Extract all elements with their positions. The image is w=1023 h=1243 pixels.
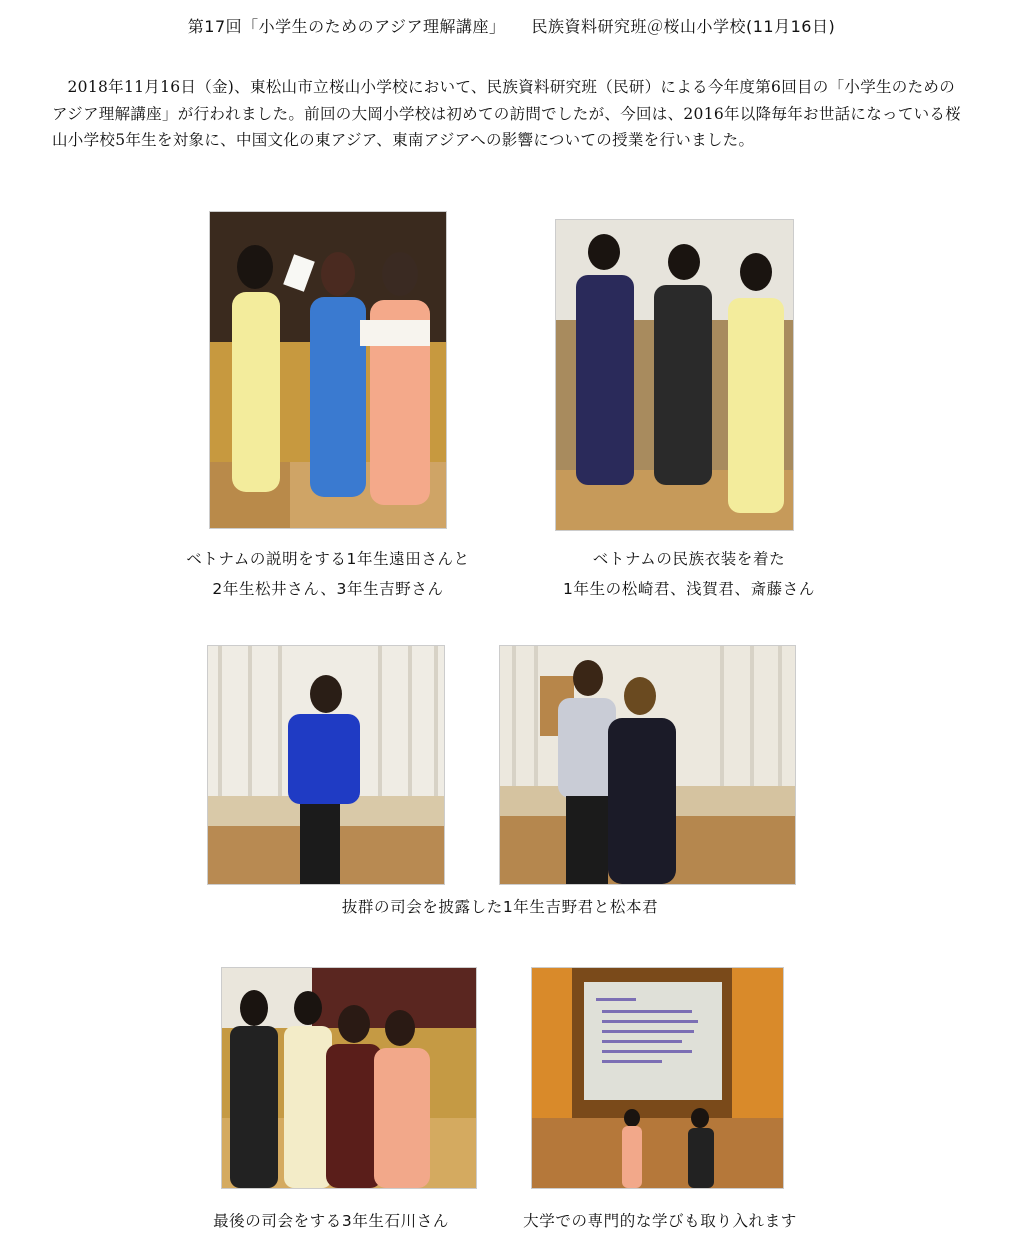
caption-photo-2-line-1: ベトナムの民族衣装を着た bbox=[592, 550, 786, 568]
caption-row-2-text: 抜群の司会を披露した1年生吉野君と松本君 bbox=[341, 898, 659, 916]
caption-photo-1-line-2: 2年生松井さん、3年生吉野さん bbox=[212, 580, 444, 598]
photo-host-blue-jacket bbox=[208, 646, 444, 884]
caption-photo-5 bbox=[186, 1206, 476, 1236]
caption-photo-1 bbox=[150, 544, 506, 604]
caption-photo-2-line-2: 1年生の松崎君、浅賀君、斎藤さん bbox=[563, 580, 815, 598]
caption-photo-6 bbox=[496, 1206, 824, 1236]
photo-two-hosts-image bbox=[500, 646, 795, 884]
intro-paragraph: 2018年11月16日（金)、東松山市立桜山小学校において、民族資料研究班（民研）による今年度第6回目の「小学生のためのアジア理解講座」が行われました。前回の大岡小学校は初めての訪問でしたが、今回は、2016年以降毎年お世話になっている桜山小学校5年生を対象に、中国文化の東アジア、東南アジアへの影響についての授業を行いました。 bbox=[52, 78, 962, 149]
caption-photo-1-line-1: ベトナムの説明をする1年生遠田さんと bbox=[186, 550, 470, 568]
caption-photo-6-text: 大学での専門的な学びも取り入れます bbox=[523, 1212, 797, 1230]
photo-host-blue-jacket-image bbox=[208, 646, 444, 884]
photo-projector-screen-image bbox=[532, 968, 783, 1188]
photo-traditional-dress bbox=[556, 220, 793, 530]
photo-final-hosts bbox=[222, 968, 476, 1188]
caption-row-2 bbox=[240, 892, 760, 922]
photo-vietnam-presentation bbox=[210, 212, 446, 528]
photo-two-hosts bbox=[500, 646, 795, 884]
caption-photo-2 bbox=[520, 544, 858, 604]
photo-final-hosts-image bbox=[222, 968, 476, 1188]
photo-vietnam-presentation-image bbox=[210, 212, 446, 528]
photo-traditional-dress-image bbox=[556, 220, 793, 530]
page-title bbox=[0, 14, 1023, 37]
photo-projector-screen bbox=[532, 968, 783, 1188]
title-left: 第17回「小学生のためのアジア理解講座」 bbox=[187, 17, 506, 36]
title-right: 民族資料研究班＠桜山小学校(11月16日) bbox=[531, 17, 836, 36]
caption-photo-5-text: 最後の司会をする3年生石川さん bbox=[213, 1212, 449, 1230]
